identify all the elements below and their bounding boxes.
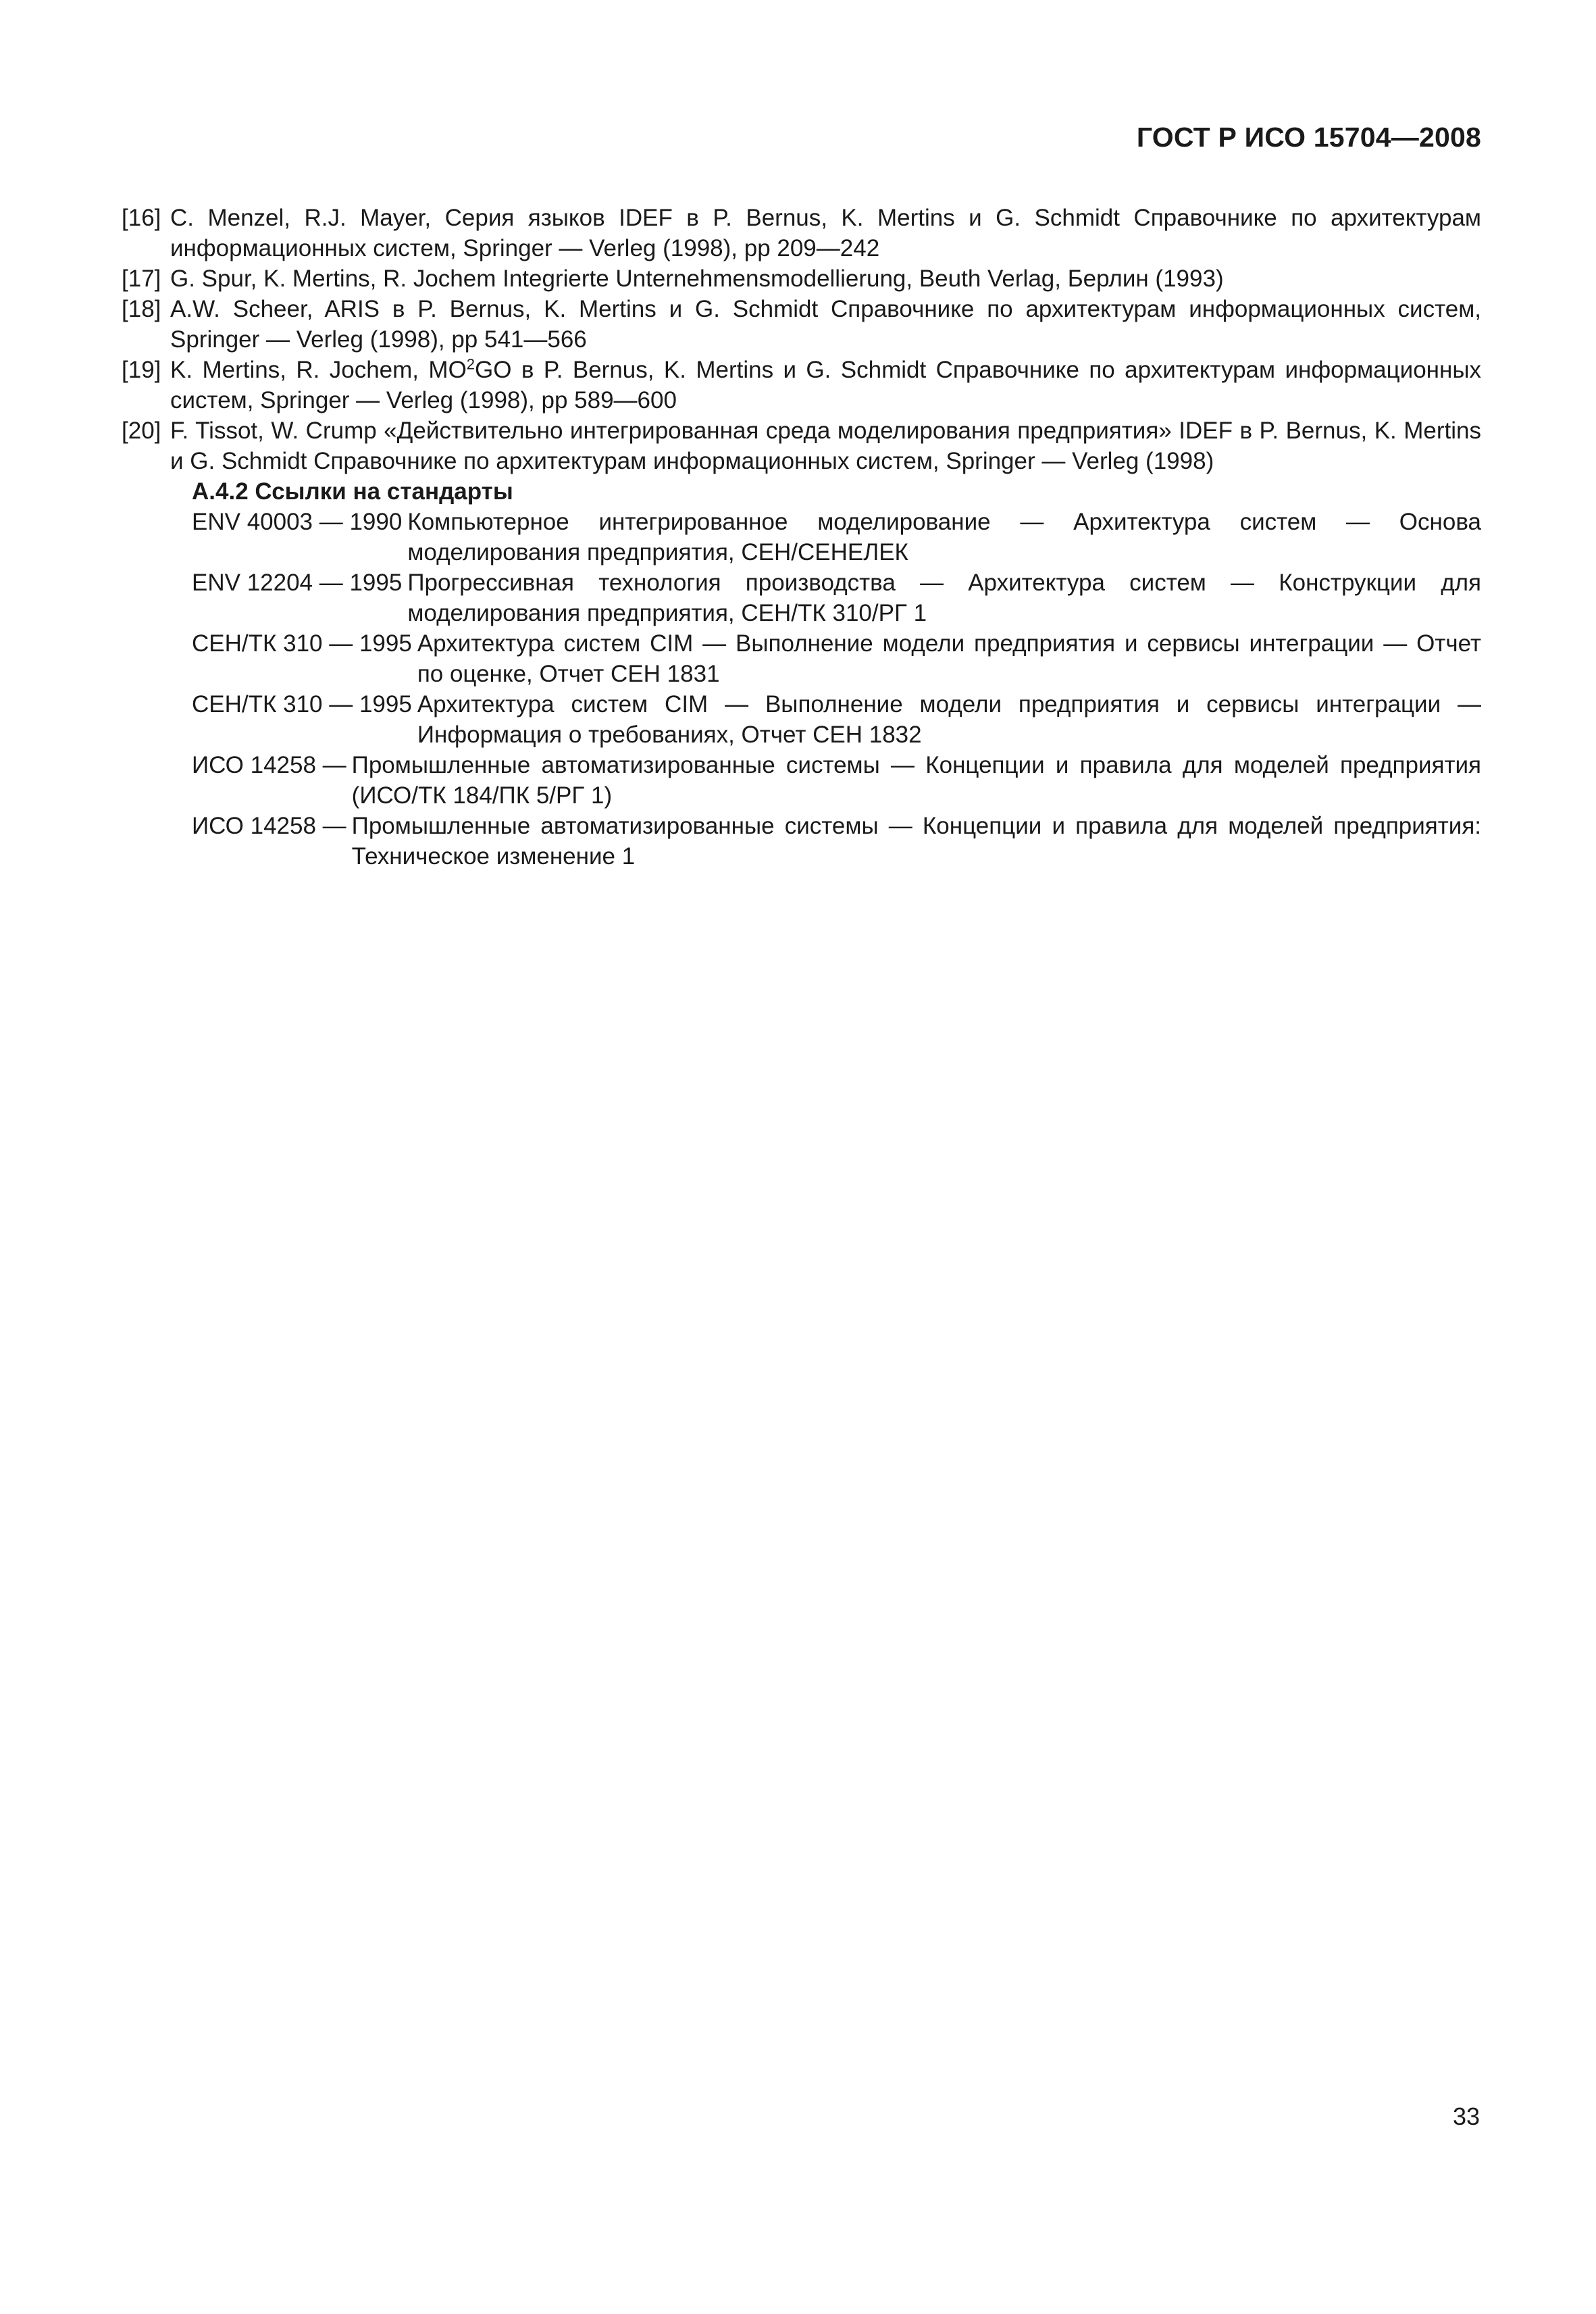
standard-entry (192, 628, 1481, 689)
reference-entry (122, 416, 1481, 476)
reference-entry (122, 355, 1481, 416)
standard-entry (192, 568, 1481, 628)
standard-code: СЕН/ТК 310 — 1995 (192, 691, 412, 718)
section-heading: А.4.2 Ссылки на стандарты (192, 478, 513, 505)
standard-title: Архитектура систем CIM — Выполнение модели предприятия и сервисы интеграции — Информация о требованиях, Отчет СЕН 1832 (417, 691, 1481, 748)
superscript: 2 (466, 355, 475, 373)
reference-text: F. Tissot, W. Crump «Действительно интегрированная среда моделирования предприятия» IDEF в P. Bernus, K. Mertins и G. Schmidt Справочнике по архитектурам информационных систем, Springer — Verleg (1998) (170, 418, 1481, 474)
reference-number: [18] (122, 296, 161, 322)
standard-entry (192, 750, 1481, 811)
standard-code: СЕН/ТК 310 — 1995 (192, 630, 412, 657)
standard-code: ENV 12204 — 1995 (192, 570, 403, 596)
reference-text: A.W. Scheer, ARIS в P. Bernus, K. Mertins и G. Schmidt Справочнике по архитектурам информационных систем, Springer — Verleg (1998), pp 541—566 (170, 296, 1481, 353)
standard-title: Компьютерное интегрированное моделирование — Архитектура систем — Основа моделирования предприятия, СЕН/СЕНЕЛЕК (407, 509, 1481, 565)
reference-text: G. Spur, K. Mertins, R. Jochem Integrierte Unternehmensmodellierung, Beuth Verlag, Берлин (1993) (170, 266, 1224, 292)
page-number: 33 (1452, 2103, 1480, 2130)
standard-title: Архитектура систем CIM — Выполнение модели предприятия и сервисы интеграции — Отчет по оценке, Отчет СЕН 1831 (417, 630, 1481, 687)
reference-number: [16] (122, 205, 161, 231)
standard-title: Промышленные автоматизированные системы — Концепции и правила для моделей предприятия: Техническое изменение 1 (351, 813, 1481, 870)
reference-entry (122, 294, 1481, 355)
reference-text-part: GO в P. Bernus, K. Mertins и G. Schmidt Справочнике по архитектурам информационных систем, Springer — Verleg (1998), pp 589—600 (170, 357, 1481, 413)
reference-text-part: K. Mertins, R. Jochem, MO (170, 357, 467, 383)
reference-text: C. Menzel, R.J. Mayer, Серия языков IDEF в P. Bernus, K. Mertins и G. Schmidt Справочнике по архитектурам информационных систем, Springer — Verleg (1998), pp 209—242 (170, 205, 1481, 261)
standard-code: ИСО 14258 — (192, 813, 346, 839)
reference-entry (122, 263, 1481, 294)
reference-entry (122, 203, 1481, 263)
reference-number: [19] (122, 357, 161, 383)
standard-entry (192, 689, 1481, 750)
reference-text (170, 355, 1481, 416)
standard-code: ENV 40003 — 1990 (192, 509, 403, 535)
standard-title: Промышленные автоматизированные системы — Концепции и правила для моделей предприятия (ИСО/ТК 184/ПК 5/РГ 1) (351, 752, 1481, 809)
document-header: ГОСТ Р ИСО 15704—2008 (1136, 122, 1481, 153)
reference-number: [17] (122, 266, 161, 292)
page-content (122, 203, 1481, 872)
standard-entry (192, 507, 1481, 568)
standards-list (192, 507, 1481, 872)
standard-title: Прогрессивная технология производства — Архитектура систем — Конструкции для моделирования предприятия, СЕН/ТК 310/РГ 1 (407, 570, 1481, 626)
standard-entry (192, 811, 1481, 872)
reference-number: [20] (122, 418, 161, 444)
standard-code: ИСО 14258 — (192, 752, 346, 778)
